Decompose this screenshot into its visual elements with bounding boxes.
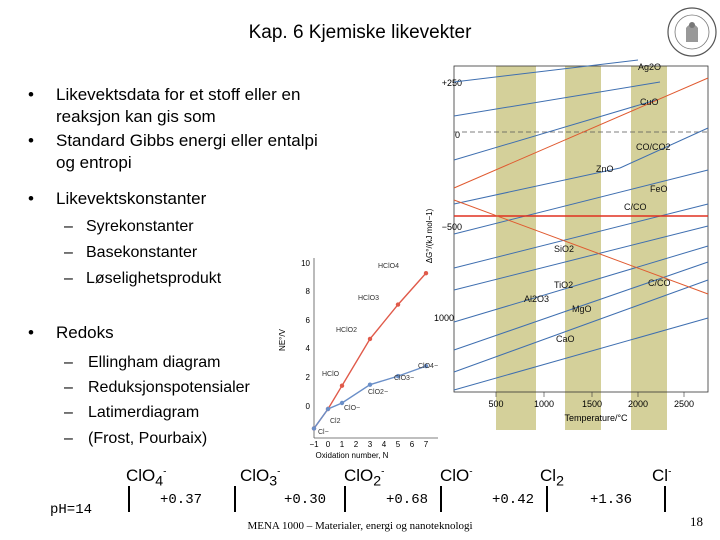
ellingham-xtick: 2000 — [627, 399, 649, 409]
species-clo3-minus: ClO$_3$- — [240, 466, 281, 490]
ellingham-label-cao: CaO — [556, 334, 575, 344]
potential-clo2-clo: +0.68 — [386, 492, 429, 508]
ellingham-xtick: 1500 — [581, 399, 603, 409]
bullet-dot: • — [28, 131, 34, 150]
latimer-bar — [128, 486, 130, 512]
bullet-2-line-1: Standard Gibbs energi eller entalpi — [56, 131, 318, 150]
dash: – — [64, 379, 73, 396]
redoks-item-potensialer: Reduksjonspotensialer — [88, 379, 250, 396]
redoks-item-latimer: Latimerdiagram — [88, 404, 200, 421]
ellingham-label-c-co: C/CO — [624, 202, 647, 212]
bullet-1-line-1: Likevektsdata for et stoff eller en — [56, 85, 301, 104]
frost-point — [312, 426, 316, 430]
latimer-bar — [440, 486, 442, 512]
ellingham-label-ag2o: Ag2O — [638, 62, 662, 72]
page-number: 18 — [690, 514, 703, 529]
dash: – — [64, 354, 73, 371]
redoks-label: Redoks — [56, 323, 114, 342]
frost-ytick: 10 — [301, 259, 310, 268]
ellingham-ylabel: ΔG°/(kJ mol−1) — [425, 208, 434, 264]
potential-cl2-cl: +1.36 — [590, 492, 633, 508]
ph-label: pH=14 — [50, 502, 93, 518]
frost-label-hclo: HClO — [322, 371, 340, 378]
ellingham-label-co-co2: CO/CO2 — [636, 142, 671, 152]
ellingham-ytick: +250 — [441, 78, 462, 88]
species-clo2-minus: ClO$_2$- — [344, 466, 385, 490]
ellingham-xtick: 2500 — [673, 399, 695, 409]
latimer-bar — [546, 486, 548, 512]
ellingham-xlabel: Temperature/°C — [564, 413, 628, 423]
dash: – — [64, 244, 73, 261]
bullet-dot: • — [28, 189, 34, 208]
frost-ylabel: NE°/V — [278, 329, 287, 351]
potential-clo4-clo3: +0.37 — [160, 492, 203, 508]
frost-xtick: 0 — [325, 440, 331, 449]
frost-point — [340, 383, 344, 387]
frost-label-clo-minus: ClO− — [344, 405, 361, 412]
frost-xtick: 2 — [353, 440, 359, 449]
ellingham-label-mgo: MgO — [572, 304, 592, 314]
footer: MENA 1000 – Materialer, energi og nanoteknologi — [247, 520, 473, 532]
frost-ytick: 8 — [305, 287, 310, 296]
frost-ytick: 0 — [305, 402, 310, 411]
ellingham-diagram — [408, 58, 712, 430]
species-cl-minus: Cl- — [652, 466, 672, 485]
sub-bullet-base: Basekonstanter — [86, 244, 198, 261]
frost-xlabel: Oxidation number, N — [315, 451, 389, 460]
frost-label-hclo2: HClO2 — [336, 327, 358, 334]
frost-label-clo4-minus: ClO4− — [418, 363, 439, 370]
latimer-bar — [664, 486, 666, 512]
dash: – — [64, 430, 73, 447]
temperature-band — [496, 66, 536, 430]
ellingham-label-sio2: SiO2 — [554, 244, 575, 254]
potential-clo3-clo2: +0.30 — [284, 492, 327, 508]
ellingham-label-feo: FeO — [650, 184, 668, 194]
species-cl2: $Cl_2$ — [540, 466, 564, 490]
ellingham-label-zno: ZnO — [596, 164, 614, 174]
ellingham-xtick: 1000 — [533, 399, 555, 409]
bullet-dot: • — [28, 85, 34, 104]
latimer-bar — [234, 486, 236, 512]
frost-label-hclo4: HClO4 — [378, 263, 400, 270]
ellingham-label-c-co-2: C/CO — [648, 278, 671, 288]
sub-bullet-losel: Løselighetsprodukt — [86, 270, 222, 287]
ellingham-line-ag2o — [454, 82, 660, 116]
frost-xtick: 7 — [423, 440, 429, 449]
potential-clo-cl2: +0.42 — [492, 492, 535, 508]
frost-xtick: −1 — [309, 440, 319, 449]
ellingham-line-cuo — [454, 100, 656, 160]
ellingham-xtick: 500 — [488, 399, 504, 409]
bullet-dot: • — [28, 323, 34, 342]
frost-xtick: 3 — [367, 440, 373, 449]
redoks-item-frost: (Frost, Pourbaix) — [88, 430, 208, 447]
dash: – — [64, 270, 73, 287]
frost-point — [368, 382, 372, 386]
latimer-diagram — [0, 464, 720, 520]
frost-ytick: 4 — [305, 344, 310, 353]
frost-point — [396, 302, 400, 306]
ellingham-ytick: 0 — [454, 130, 460, 140]
frost-label-hclo3: HClO3 — [358, 295, 380, 302]
bullet-2-line-2: og entropi — [56, 153, 132, 172]
latimer-bar — [344, 486, 346, 512]
species-clo4-minus: ClO$_4$- — [126, 466, 167, 490]
redoks-item-ellingham: Ellingham diagram — [88, 354, 221, 371]
ellingham-label-tio2: TiO2 — [554, 280, 574, 290]
frost-label-cl2: Cl2 — [330, 418, 341, 425]
dash: – — [64, 404, 73, 421]
frost-label-cl-minus: Cl− — [318, 429, 329, 436]
frost-xtick: 6 — [409, 440, 415, 449]
bullet-3-line-1: Likevektskonstanter — [56, 189, 207, 208]
frost-ytick: 6 — [305, 316, 310, 325]
ellingham-ytick: 1000 — [433, 313, 454, 323]
bullet-1-line-2: reaksjon kan gis som — [56, 107, 216, 126]
frost-xtick: 4 — [381, 440, 387, 449]
ellingham-ytick: −500 — [441, 222, 462, 232]
sub-bullet-syre: Syrekonstanter — [86, 218, 194, 235]
frost-label-clo2-minus: ClO2− — [368, 389, 389, 396]
frost-xtick: 1 — [339, 440, 345, 449]
temperature-band — [631, 66, 667, 430]
dash: – — [64, 218, 73, 235]
slide-title: Kap. 6 Kjemiske likevekter — [248, 22, 472, 43]
frost-point — [326, 407, 330, 411]
university-seal — [666, 6, 718, 58]
frost-xtick: 5 — [395, 440, 401, 449]
frost-point — [368, 337, 372, 341]
frost-ytick: 2 — [305, 373, 310, 382]
ellingham-label-al2o3: Al2O3 — [524, 294, 550, 304]
species-clo-minus: ClO- — [440, 466, 473, 485]
frost-label-clo3-minus: ClO3− — [394, 375, 415, 382]
ellingham-label-cuo: CuO — [640, 97, 659, 107]
